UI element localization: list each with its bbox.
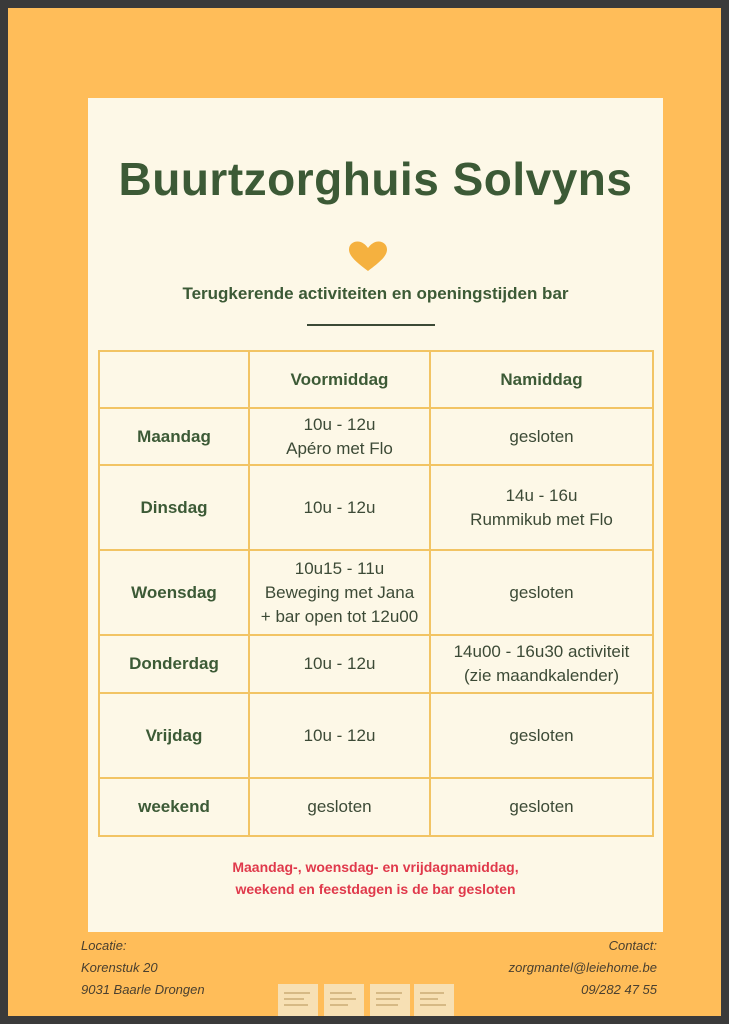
column-header-afternoon: Namiddag <box>430 351 653 408</box>
day-label: Maandag <box>137 426 211 446</box>
day-label: Donderdag <box>129 654 219 673</box>
day-label: Vrijdag <box>145 725 203 745</box>
page-thumbnails <box>278 984 454 1016</box>
day-cell <box>99 635 249 693</box>
divider <box>307 324 435 326</box>
poster-page <box>8 8 721 1016</box>
cell-line: 10u - 12u <box>303 654 376 673</box>
table-row <box>99 465 653 550</box>
table-row <box>99 778 653 836</box>
cell-line: 14u00 - 16u30 activiteit <box>453 642 630 661</box>
cell-line: (zie maandkalender) <box>464 666 619 685</box>
table-row <box>99 408 653 465</box>
cell-line: 10u15 - 11u <box>294 558 385 578</box>
cell-line: Rummikub met Flo <box>470 509 613 529</box>
afternoon-cell <box>430 635 653 693</box>
cell-line: 14u - 16u <box>505 485 578 505</box>
cell-line: 10u - 12u <box>303 725 376 745</box>
day-label: Dinsdag <box>140 497 208 517</box>
day-label: Woensdag <box>131 582 217 602</box>
column-header-empty <box>99 351 249 408</box>
page-thumbnail[interactable] <box>414 984 454 1016</box>
notice-line: weekend en feestdagen is de bar gesloten <box>235 881 516 897</box>
table-row <box>99 693 653 778</box>
cell-line: gesloten <box>509 797 574 816</box>
cell-line: gesloten <box>509 725 574 745</box>
morning-cell <box>249 408 430 465</box>
table-row <box>99 550 653 635</box>
location-block <box>81 935 205 1001</box>
contact-label: Contact: <box>608 938 657 953</box>
heart-icon <box>348 241 388 273</box>
location-label: Locatie: <box>81 938 127 953</box>
city-address: 9031 Baarle Drongen <box>81 982 205 997</box>
cell-line: 10u - 12u <box>303 497 376 517</box>
table-row <box>99 635 653 693</box>
cell-line: gesloten <box>509 582 574 602</box>
day-cell <box>99 465 249 550</box>
day-cell <box>99 550 249 635</box>
street-address: Korenstuk 20 <box>81 960 158 975</box>
morning-cell <box>249 693 430 778</box>
content-card <box>88 98 663 932</box>
day-cell <box>99 693 249 778</box>
morning-cell <box>249 635 430 693</box>
cell-line: Beweging met Jana <box>264 582 415 602</box>
table-header-row <box>99 351 653 408</box>
afternoon-cell <box>430 778 653 836</box>
page-title: Buurtzorghuis Solvyns <box>118 153 633 205</box>
afternoon-cell <box>430 465 653 550</box>
day-cell <box>99 778 249 836</box>
afternoon-cell <box>430 693 653 778</box>
contact-block <box>509 935 657 1001</box>
cell-line: gesloten <box>509 426 574 446</box>
morning-cell <box>249 465 430 550</box>
email-link[interactable]: zorgmantel@leiehome.be <box>508 960 657 975</box>
phone-number: 09/282 47 55 <box>581 982 657 997</box>
afternoon-cell <box>430 408 653 465</box>
cell-line: gesloten <box>307 797 372 816</box>
subtitle: Terugkerende activiteiten en openingstijden bar <box>182 284 569 303</box>
cell-line: 10u - 12u <box>303 414 376 434</box>
afternoon-cell <box>430 550 653 635</box>
schedule-table <box>98 350 654 837</box>
day-label: weekend <box>138 797 210 816</box>
page-thumbnail[interactable] <box>324 984 364 1016</box>
morning-cell <box>249 550 430 635</box>
column-header-morning: Voormiddag <box>249 351 430 408</box>
page-thumbnail[interactable] <box>370 984 410 1016</box>
morning-cell <box>249 778 430 836</box>
closing-notice <box>88 856 663 900</box>
notice-line: Maandag-, woensdag- en vrijdagnamiddag, <box>232 859 519 875</box>
page-thumbnail[interactable] <box>278 984 318 1016</box>
cell-line: + bar open tot 12u00 <box>260 606 419 626</box>
cell-line: Apéro met Flo <box>286 438 393 458</box>
day-cell <box>99 408 249 465</box>
